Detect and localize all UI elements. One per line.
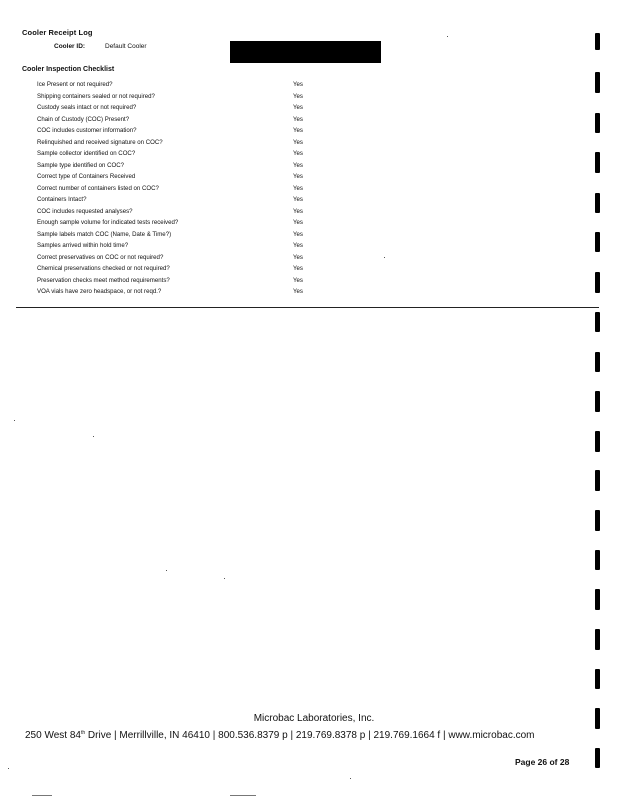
scan-edge-mark bbox=[595, 431, 600, 452]
scan-edge-mark bbox=[595, 352, 600, 372]
checklist-row bbox=[37, 148, 337, 160]
scan-bottom-line bbox=[230, 795, 256, 796]
checklist-question: Enough sample volume for indicated tests received? bbox=[37, 219, 179, 226]
scan-edge-mark bbox=[595, 748, 600, 768]
checklist-question: Sample collector identified on COC? bbox=[37, 150, 136, 157]
checklist-answer: Yes bbox=[293, 115, 303, 123]
checklist-answer: Yes bbox=[293, 184, 303, 192]
scan-edge-mark bbox=[595, 272, 600, 293]
checklist-question: COC includes customer information? bbox=[37, 127, 137, 134]
checklist-answer: Yes bbox=[293, 242, 303, 249]
checklist-answer: Yes bbox=[293, 207, 303, 215]
checklist-answer: Yes bbox=[293, 230, 303, 238]
checklist-question: Preservation checks meet method requirements? bbox=[37, 276, 170, 284]
scan-speck bbox=[384, 257, 385, 258]
scan-speck bbox=[224, 578, 225, 579]
cooler-id-value: Default Cooler bbox=[105, 43, 147, 50]
footer-address bbox=[25, 730, 535, 741]
checklist-row bbox=[37, 114, 337, 126]
checklist-question: Containers Intact? bbox=[37, 196, 87, 203]
scan-edge-mark bbox=[595, 550, 600, 570]
address-superscript: th bbox=[80, 730, 86, 736]
checklist-title: Cooler Inspection Checklist bbox=[22, 66, 115, 73]
checklist-row bbox=[37, 171, 337, 183]
checklist-question: Sample labels match COC (Name, Date & Time?) bbox=[37, 230, 172, 238]
scan-edge-mark bbox=[595, 232, 600, 252]
scan-speck bbox=[166, 570, 167, 571]
checklist-question: Samples arrived within hold time? bbox=[37, 242, 129, 249]
checklist-answer: Yes bbox=[293, 150, 303, 157]
scan-edge-mark bbox=[595, 33, 600, 50]
checklist-row bbox=[37, 79, 337, 91]
document-title: Cooler Receipt Log bbox=[22, 28, 93, 37]
checklist-question: Custody seals intact or not required? bbox=[37, 104, 137, 111]
scan-bottom-line bbox=[32, 795, 52, 796]
checklist-row bbox=[37, 252, 337, 264]
inspection-checklist bbox=[37, 79, 337, 298]
scan-speck bbox=[93, 436, 94, 437]
scan-speck bbox=[8, 768, 9, 769]
scan-edge-mark bbox=[595, 470, 600, 491]
checklist-question: Chain of Custody (COC) Present? bbox=[37, 115, 130, 123]
checklist-answer: Yes bbox=[293, 265, 303, 272]
scan-edge-mark bbox=[595, 510, 600, 531]
checklist-answer: Yes bbox=[293, 127, 303, 134]
checklist-answer: Yes bbox=[293, 161, 303, 169]
checklist-answer: Yes bbox=[293, 92, 303, 100]
checklist-question: Sample type identified on COC? bbox=[37, 161, 125, 169]
address-prefix: 250 West 84 bbox=[25, 730, 81, 741]
checklist-question: Shipping containers sealed or not required? bbox=[37, 92, 155, 100]
checklist-row bbox=[37, 160, 337, 172]
checklist-row bbox=[37, 217, 337, 229]
checklist-row bbox=[37, 102, 337, 114]
scan-edge-mark bbox=[595, 589, 600, 610]
checklist-answer: Yes bbox=[293, 138, 303, 146]
checklist-row bbox=[37, 240, 337, 252]
checklist-row bbox=[37, 137, 337, 149]
checklist-row bbox=[37, 183, 337, 195]
checklist-row bbox=[37, 229, 337, 241]
checklist-answer: Yes bbox=[293, 81, 303, 88]
checklist-answer: Yes bbox=[293, 276, 303, 284]
scan-edge-mark bbox=[595, 72, 600, 93]
checklist-row bbox=[37, 275, 337, 287]
checklist-question: Chemical preservations checked or not required? bbox=[37, 265, 170, 272]
cooler-id-label: Cooler ID: bbox=[54, 43, 86, 50]
scan-edge-mark bbox=[595, 193, 600, 213]
scan-speck bbox=[447, 36, 448, 37]
checklist-row bbox=[37, 125, 337, 137]
checklist-question: Relinquished and received signature on COC? bbox=[37, 138, 163, 146]
scan-edge-mark bbox=[595, 113, 600, 133]
checklist-answer: Yes bbox=[293, 173, 303, 180]
redaction-block bbox=[230, 41, 381, 63]
checklist-question: VOA vials have zero headspace, or not reqd.? bbox=[37, 288, 162, 295]
scan-edge-mark bbox=[595, 708, 600, 729]
checklist-answer: Yes bbox=[293, 219, 303, 226]
checklist-row bbox=[37, 194, 337, 206]
checklist-row bbox=[37, 286, 337, 298]
section-divider bbox=[16, 307, 599, 308]
page-number: Page 26 of 28 bbox=[515, 757, 570, 767]
scan-edge-mark bbox=[595, 312, 600, 332]
checklist-question: COC includes requested analyses? bbox=[37, 207, 133, 215]
scan-edge-mark bbox=[595, 629, 600, 650]
checklist-row bbox=[37, 206, 337, 218]
checklist-row bbox=[37, 91, 337, 103]
checklist-question: Correct number of containers listed on COC? bbox=[37, 184, 159, 192]
checklist-answer: Yes bbox=[293, 104, 303, 111]
checklist-row bbox=[37, 263, 337, 275]
address-suffix: Drive | Merrillville, IN 46410 | 800.536.8379 p | 219.769.8378 p | 219.769.1664 f | www.microbac.com bbox=[85, 730, 535, 741]
scan-edge-mark bbox=[595, 391, 600, 412]
scan-speck bbox=[350, 778, 351, 779]
checklist-answer: Yes bbox=[293, 288, 303, 295]
scan-edge-mark bbox=[595, 669, 600, 689]
checklist-question: Correct type of Containers Received bbox=[37, 173, 136, 180]
checklist-question: Ice Present or not required? bbox=[37, 81, 113, 88]
checklist-answer: Yes bbox=[293, 253, 303, 261]
footer-company-name: Microbac Laboratories, Inc. bbox=[253, 713, 375, 724]
checklist-question: Correct preservatives on COC or not required? bbox=[37, 253, 164, 261]
scan-edge-mark bbox=[595, 152, 600, 173]
scan-speck bbox=[14, 420, 15, 421]
checklist-answer: Yes bbox=[293, 196, 303, 203]
